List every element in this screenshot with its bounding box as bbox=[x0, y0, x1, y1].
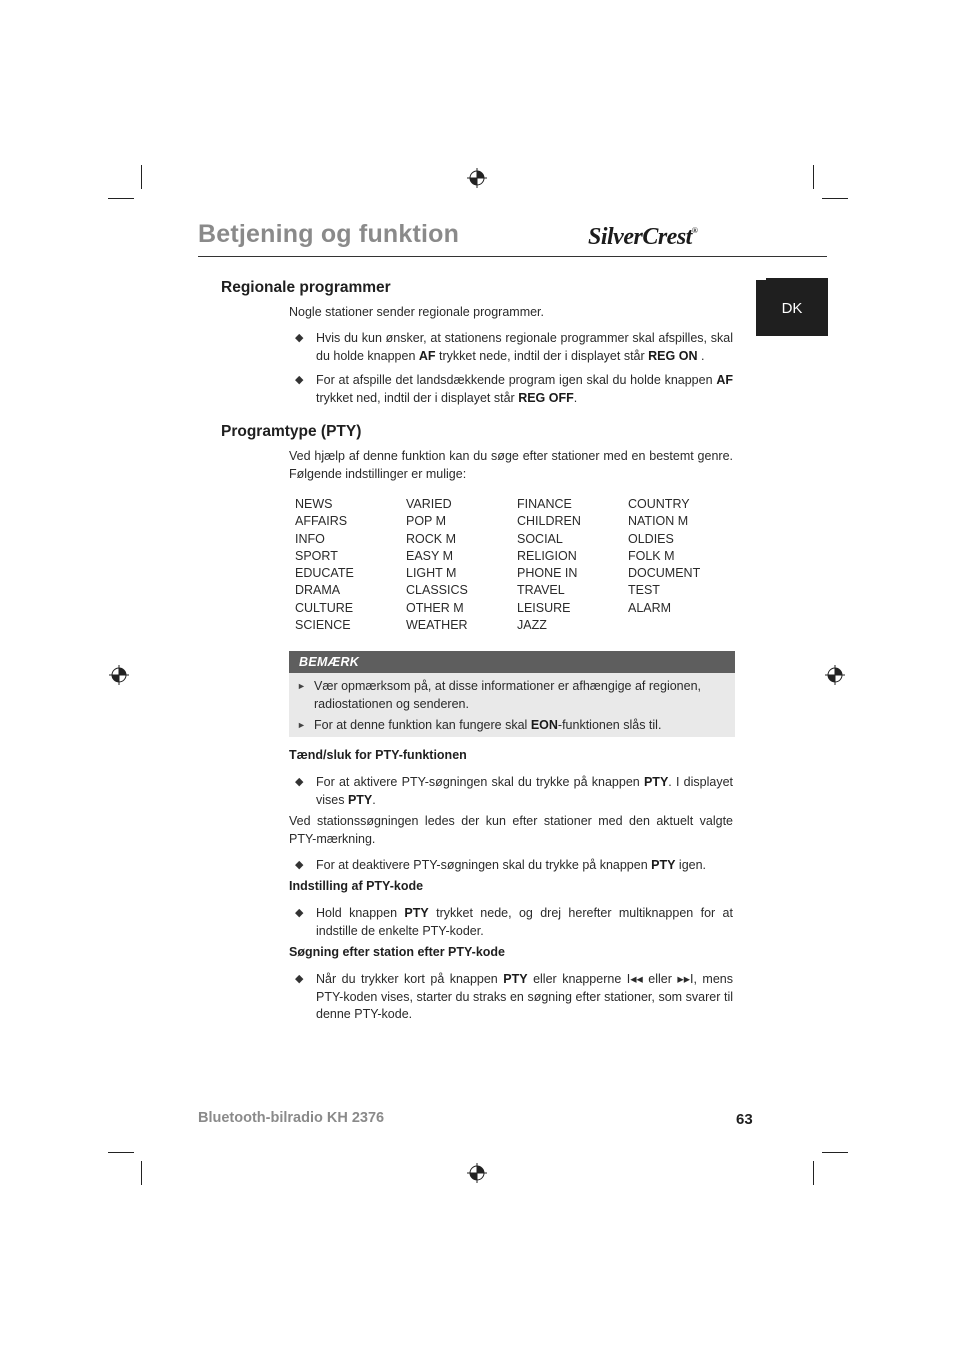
bullet-text: Hold knappen PTY trykket nede, og drej herefter multiknappen for at indstille de enkelte PTY-koder. bbox=[316, 906, 733, 938]
arrow-bullet-icon: ► bbox=[297, 720, 306, 730]
diamond-bullet-icon: ◆ bbox=[295, 374, 304, 386]
pty-code: POP M bbox=[406, 514, 447, 529]
pty-code: LEISURE bbox=[517, 600, 571, 615]
bullet-text: Når du trykker kort på knappen PTY eller knapperne I◂◂ eller ▸▸I, mens PTY-koden vises, starter du straks en søgning efter stationer, som svarer til denne PTY-kode. bbox=[316, 972, 733, 1021]
pty-code: EDUCATE bbox=[295, 566, 354, 581]
pty-code: NEWS bbox=[295, 497, 333, 511]
crop-mark bbox=[141, 1161, 142, 1185]
pty-code: DRAMA bbox=[295, 583, 341, 598]
pty-code: OLDIES bbox=[628, 531, 674, 546]
bullet-text: For at aktivere PTY-søgningen skal du trykke på knappen PTY. I displayet vises PTY. bbox=[316, 775, 734, 807]
pty-code: OTHER M bbox=[406, 600, 464, 615]
brand-logo bbox=[588, 224, 697, 251]
pty-code: TRAVEL bbox=[517, 583, 565, 598]
pty-code: SCIENCE bbox=[295, 618, 351, 633]
pty-code: AFFAIRS bbox=[295, 514, 348, 529]
subheading-pty-setting: Indstilling af PTY-kode bbox=[289, 879, 424, 893]
bullet-item bbox=[295, 372, 733, 407]
title-divider bbox=[198, 256, 827, 257]
diamond-bullet-icon: ◆ bbox=[295, 776, 304, 788]
note-text: Vær opmærksom på, at disse informationer er afhængige af regionen, radiostationen og senderen. bbox=[314, 679, 701, 711]
subheading-pty-search: Søgning efter station efter PTY-kode bbox=[289, 945, 505, 959]
pty-code: NATION M bbox=[628, 514, 689, 529]
pty-code: FOLK M bbox=[628, 548, 675, 563]
bullet-item bbox=[295, 971, 733, 1024]
paragraph: Ved stationssøgningen ledes der kun efter stationer med den aktuelt valgte PTY-mærkning. bbox=[289, 814, 733, 846]
footer-product-name: Bluetooth-bilradio KH 2376 bbox=[198, 1110, 385, 1126]
pty-code: ROCK M bbox=[406, 531, 456, 546]
pty-code: VARIED bbox=[406, 497, 452, 511]
bullet-item bbox=[295, 774, 733, 809]
bullet-item bbox=[295, 905, 733, 940]
brand-logo-text: SilverCrest bbox=[588, 224, 692, 250]
page-title: Betjening og funktion bbox=[198, 220, 460, 248]
registration-mark-icon bbox=[109, 665, 129, 685]
pty-code: CLASSICS bbox=[406, 583, 468, 598]
pty-code-table bbox=[295, 496, 735, 634]
crop-mark bbox=[822, 198, 848, 199]
pty-code: COUNTRY bbox=[628, 497, 690, 511]
registration-mark-icon bbox=[467, 168, 487, 188]
crop-mark bbox=[141, 165, 142, 189]
section-heading-regional: Regionale programmer bbox=[221, 279, 391, 296]
arrow-bullet-icon: ► bbox=[297, 681, 306, 691]
pty-code: PHONE IN bbox=[517, 566, 578, 581]
bullet-text: For at deaktivere PTY-søgningen skal du trykke på knappen PTY igen. bbox=[316, 858, 707, 872]
pty-code: ALARM bbox=[628, 600, 672, 615]
crop-mark bbox=[813, 1161, 814, 1185]
note-heading: BEMÆRK bbox=[289, 651, 735, 673]
pty-code: EASY M bbox=[406, 548, 454, 563]
pty-code: LIGHT M bbox=[406, 566, 457, 581]
bullet-item bbox=[295, 857, 733, 875]
note-text: For at denne funktion kan fungere skal EON-funktionen slås til. bbox=[314, 718, 662, 732]
pty-code: SOCIAL bbox=[517, 531, 563, 546]
diamond-bullet-icon: ◆ bbox=[295, 907, 304, 919]
pty-code: TEST bbox=[628, 583, 660, 598]
language-tab: DK bbox=[756, 280, 828, 336]
registration-mark-icon bbox=[825, 665, 845, 685]
crop-mark bbox=[108, 198, 134, 199]
bullet-text: For at afspille det landsdækkende program igen skal du holde knappen AF trykket ned, indtil der i displayet står REG OFF. bbox=[316, 373, 733, 405]
section-intro-regional: Nogle stationer sender regionale programmer. bbox=[289, 305, 544, 319]
page-number: 63 bbox=[736, 1111, 753, 1128]
bullet-item bbox=[295, 330, 733, 365]
crop-mark bbox=[813, 165, 814, 189]
diamond-bullet-icon: ◆ bbox=[295, 859, 304, 871]
pty-code: RELIGION bbox=[517, 548, 577, 563]
pty-code: JAZZ bbox=[517, 618, 547, 633]
bullet-text: Hvis du kun ønsker, at stationens regionale programmer skal afspilles, skal du holde knappen AF trykket nede, indtil der i displayet står REG ON . bbox=[316, 331, 733, 363]
note-item bbox=[297, 717, 727, 735]
pty-code: INFO bbox=[295, 531, 325, 546]
note-item bbox=[297, 678, 727, 713]
subheading-pty-toggle: Tænd/sluk for PTY-funktionen bbox=[289, 748, 467, 762]
diamond-bullet-icon: ◆ bbox=[295, 332, 304, 344]
diamond-bullet-icon: ◆ bbox=[295, 973, 304, 985]
pty-code: SPORT bbox=[295, 548, 338, 563]
registration-mark-icon bbox=[467, 1163, 487, 1183]
pty-code: FINANCE bbox=[517, 497, 572, 511]
pty-code: WEATHER bbox=[406, 618, 468, 633]
registered-mark: ® bbox=[691, 226, 698, 235]
pty-code: CHILDREN bbox=[517, 514, 581, 529]
crop-mark bbox=[108, 1152, 134, 1153]
crop-mark bbox=[822, 1152, 848, 1153]
pty-code: CULTURE bbox=[295, 600, 354, 615]
pty-code: DOCUMENT bbox=[628, 566, 701, 581]
section-intro-pty: Ved hjælp af denne funktion kan du søge efter stationer med en bestemt genre. Følgende indstillinger er mulige: bbox=[289, 449, 733, 481]
pty-code bbox=[628, 617, 735, 634]
section-heading-pty: Programtype (PTY) bbox=[221, 423, 362, 440]
